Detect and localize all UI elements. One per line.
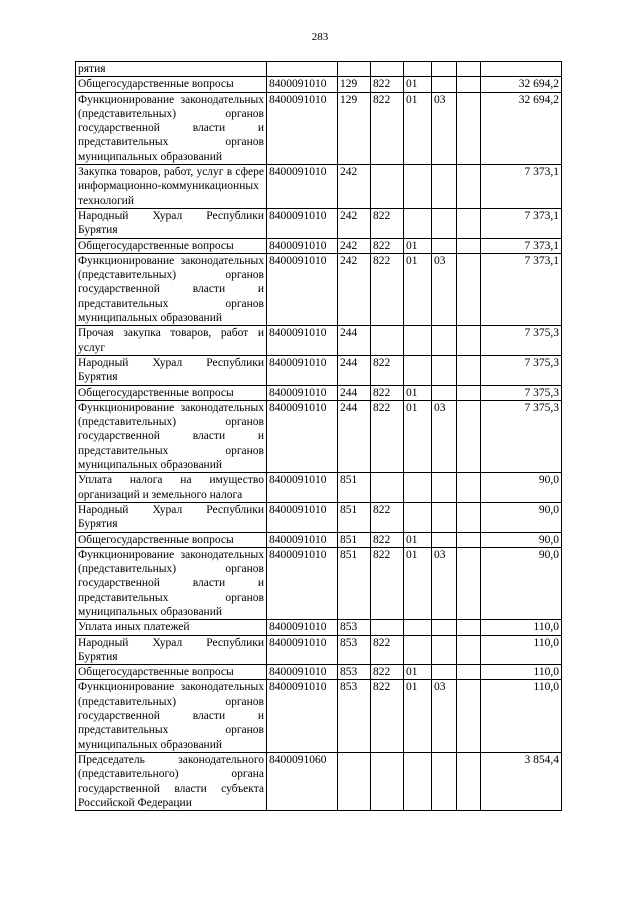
expense-type-cell: 853 (338, 665, 371, 680)
row-name-cell: Общегосударственные вопросы (76, 238, 267, 253)
empty-cell (457, 385, 481, 400)
expense-type-cell: 851 (338, 502, 371, 532)
subsection-cell (432, 635, 457, 665)
empty-cell (457, 253, 481, 325)
table-body (76, 62, 562, 811)
row-name-cell: Общегосударственные вопросы (76, 532, 267, 547)
expense-type-cell: 129 (338, 77, 371, 92)
section-cell (404, 620, 432, 635)
section-cell: 01 (404, 532, 432, 547)
amount-cell: 90,0 (481, 502, 562, 532)
subsection-cell (432, 473, 457, 503)
table-row (76, 547, 562, 619)
administrator-cell: 822 (371, 635, 404, 665)
expense-type-cell: 244 (338, 326, 371, 356)
empty-cell (457, 620, 481, 635)
amount-cell: 7 373,1 (481, 238, 562, 253)
target-article-cell: 8400091010 (267, 385, 338, 400)
expense-type-cell: 851 (338, 547, 371, 619)
row-name-cell: Председатель законодательного (представительного) органа государственной власти субъекта Российской Федерации (76, 752, 267, 810)
administrator-cell: 822 (371, 502, 404, 532)
administrator-cell (371, 165, 404, 209)
table-row (76, 253, 562, 325)
expense-type-cell: 242 (338, 165, 371, 209)
section-cell (404, 62, 432, 77)
target-article-cell (267, 62, 338, 77)
expense-type-cell: 244 (338, 385, 371, 400)
empty-cell (457, 635, 481, 665)
empty-cell (457, 473, 481, 503)
amount-cell: 90,0 (481, 532, 562, 547)
amount-cell: 90,0 (481, 473, 562, 503)
administrator-cell (371, 752, 404, 810)
target-article-cell: 8400091010 (267, 326, 338, 356)
table-row (76, 355, 562, 385)
subsection-cell (432, 502, 457, 532)
row-name-cell: Общегосударственные вопросы (76, 77, 267, 92)
section-cell (404, 355, 432, 385)
table-row (76, 385, 562, 400)
amount-cell: 7 375,3 (481, 326, 562, 356)
empty-cell (457, 238, 481, 253)
expense-type-cell: 244 (338, 400, 371, 472)
row-name-cell: Народный Хурал Республики Бурятия (76, 502, 267, 532)
section-cell: 01 (404, 665, 432, 680)
subsection-cell (432, 355, 457, 385)
amount-cell: 7 373,1 (481, 208, 562, 238)
empty-cell (457, 92, 481, 164)
expense-type-cell (338, 62, 371, 77)
subsection-cell (432, 532, 457, 547)
table-row (76, 92, 562, 164)
expense-type-cell: 853 (338, 620, 371, 635)
expense-type-cell: 242 (338, 208, 371, 238)
empty-cell (457, 165, 481, 209)
table-row (76, 532, 562, 547)
target-article-cell: 8400091010 (267, 77, 338, 92)
amount-cell: 32 694,2 (481, 77, 562, 92)
row-name-cell: Общегосударственные вопросы (76, 385, 267, 400)
table-row (76, 77, 562, 92)
administrator-cell: 822 (371, 665, 404, 680)
row-name-cell: Функционирование законодательных (представительных) органов государственной власти и представительных органов муниципальных образований (76, 680, 267, 752)
empty-cell (457, 502, 481, 532)
subsection-cell (432, 208, 457, 238)
target-article-cell: 8400091010 (267, 253, 338, 325)
subsection-cell: 03 (432, 92, 457, 164)
row-name-cell: рятия (76, 62, 267, 77)
target-article-cell: 8400091010 (267, 400, 338, 472)
empty-cell (457, 680, 481, 752)
target-article-cell: 8400091010 (267, 547, 338, 619)
amount-cell: 32 694,2 (481, 92, 562, 164)
administrator-cell: 822 (371, 92, 404, 164)
expense-type-cell (338, 752, 371, 810)
administrator-cell: 822 (371, 355, 404, 385)
row-name-cell: Народный Хурал Республики Бурятия (76, 208, 267, 238)
target-article-cell: 8400091010 (267, 238, 338, 253)
section-cell (404, 165, 432, 209)
target-article-cell: 8400091010 (267, 208, 338, 238)
section-cell (404, 752, 432, 810)
administrator-cell: 822 (371, 208, 404, 238)
empty-cell (457, 326, 481, 356)
section-cell: 01 (404, 253, 432, 325)
section-cell: 01 (404, 77, 432, 92)
section-cell: 01 (404, 92, 432, 164)
target-article-cell: 8400091010 (267, 532, 338, 547)
table-row (76, 400, 562, 472)
section-cell: 01 (404, 238, 432, 253)
target-article-cell: 8400091010 (267, 635, 338, 665)
amount-cell: 7 375,3 (481, 400, 562, 472)
empty-cell (457, 355, 481, 385)
amount-cell: 3 854,4 (481, 752, 562, 810)
expense-type-cell: 853 (338, 680, 371, 752)
table-row (76, 473, 562, 503)
section-cell (404, 473, 432, 503)
table-row (76, 165, 562, 209)
target-article-cell: 8400091010 (267, 502, 338, 532)
expense-type-cell: 129 (338, 92, 371, 164)
administrator-cell (371, 473, 404, 503)
expense-type-cell: 851 (338, 473, 371, 503)
empty-cell (457, 547, 481, 619)
table-row (76, 502, 562, 532)
empty-cell (457, 400, 481, 472)
empty-cell (457, 62, 481, 77)
amount-cell: 110,0 (481, 665, 562, 680)
target-article-cell: 8400091060 (267, 752, 338, 810)
subsection-cell: 03 (432, 400, 457, 472)
administrator-cell (371, 326, 404, 356)
expense-type-cell: 853 (338, 635, 371, 665)
section-cell (404, 502, 432, 532)
subsection-cell (432, 620, 457, 635)
section-cell: 01 (404, 385, 432, 400)
section-cell: 01 (404, 400, 432, 472)
table-row (76, 238, 562, 253)
table-row (76, 680, 562, 752)
target-article-cell: 8400091010 (267, 680, 338, 752)
section-cell (404, 635, 432, 665)
section-cell (404, 326, 432, 356)
amount-cell: 110,0 (481, 680, 562, 752)
subsection-cell (432, 752, 457, 810)
subsection-cell (432, 326, 457, 356)
expense-type-cell: 242 (338, 253, 371, 325)
subsection-cell: 03 (432, 547, 457, 619)
administrator-cell: 822 (371, 238, 404, 253)
row-name-cell: Прочая закупка товаров, работ и услуг (76, 326, 267, 356)
target-article-cell: 8400091010 (267, 473, 338, 503)
administrator-cell: 822 (371, 680, 404, 752)
amount-cell: 7 375,3 (481, 385, 562, 400)
expense-type-cell: 851 (338, 532, 371, 547)
row-name-cell: Закупка товаров, работ, услуг в сфере информационно-коммуникационных технологий (76, 165, 267, 209)
target-article-cell: 8400091010 (267, 355, 338, 385)
subsection-cell (432, 385, 457, 400)
section-cell: 01 (404, 547, 432, 619)
table-row (76, 665, 562, 680)
administrator-cell: 822 (371, 385, 404, 400)
administrator-cell: 822 (371, 400, 404, 472)
empty-cell (457, 208, 481, 238)
administrator-cell: 822 (371, 77, 404, 92)
target-article-cell: 8400091010 (267, 165, 338, 209)
amount-cell (481, 62, 562, 77)
administrator-cell (371, 620, 404, 635)
subsection-cell (432, 665, 457, 680)
empty-cell (457, 665, 481, 680)
expense-type-cell: 242 (338, 238, 371, 253)
target-article-cell: 8400091010 (267, 92, 338, 164)
amount-cell: 7 375,3 (481, 355, 562, 385)
table-row (76, 752, 562, 810)
expense-type-cell: 244 (338, 355, 371, 385)
row-name-cell: Уплата налога на имущество организаций и земельного налога (76, 473, 267, 503)
subsection-cell (432, 62, 457, 77)
table-row (76, 208, 562, 238)
table-row (76, 620, 562, 635)
target-article-cell: 8400091010 (267, 665, 338, 680)
subsection-cell (432, 77, 457, 92)
target-article-cell: 8400091010 (267, 620, 338, 635)
administrator-cell: 822 (371, 547, 404, 619)
row-name-cell: Функционирование законодательных (представительных) органов государственной власти и представительных органов муниципальных образований (76, 92, 267, 164)
subsection-cell (432, 238, 457, 253)
row-name-cell: Уплата иных платежей (76, 620, 267, 635)
section-cell: 01 (404, 680, 432, 752)
empty-cell (457, 532, 481, 547)
row-name-cell: Народный Хурал Республики Бурятия (76, 635, 267, 665)
administrator-cell: 822 (371, 532, 404, 547)
row-name-cell: Функционирование законодательных (представительных) органов государственной власти и представительных органов муниципальных образований (76, 253, 267, 325)
table-row (76, 62, 562, 77)
section-cell (404, 208, 432, 238)
amount-cell: 110,0 (481, 635, 562, 665)
subsection-cell: 03 (432, 253, 457, 325)
administrator-cell: 822 (371, 253, 404, 325)
amount-cell: 7 373,1 (481, 165, 562, 209)
table-row (76, 635, 562, 665)
subsection-cell: 03 (432, 680, 457, 752)
table-row (76, 326, 562, 356)
row-name-cell: Народный Хурал Республики Бурятия (76, 355, 267, 385)
amount-cell: 90,0 (481, 547, 562, 619)
amount-cell: 7 373,1 (481, 253, 562, 325)
row-name-cell: Общегосударственные вопросы (76, 665, 267, 680)
budget-table (75, 61, 562, 811)
subsection-cell (432, 165, 457, 209)
administrator-cell (371, 62, 404, 77)
amount-cell: 110,0 (481, 620, 562, 635)
empty-cell (457, 77, 481, 92)
row-name-cell: Функционирование законодательных (представительных) органов государственной власти и представительных органов муниципальных образований (76, 547, 267, 619)
page-number: 283 (311, 31, 329, 43)
row-name-cell: Функционирование законодательных (представительных) органов государственной власти и представительных органов муниципальных образований (76, 400, 267, 472)
empty-cell (457, 752, 481, 810)
